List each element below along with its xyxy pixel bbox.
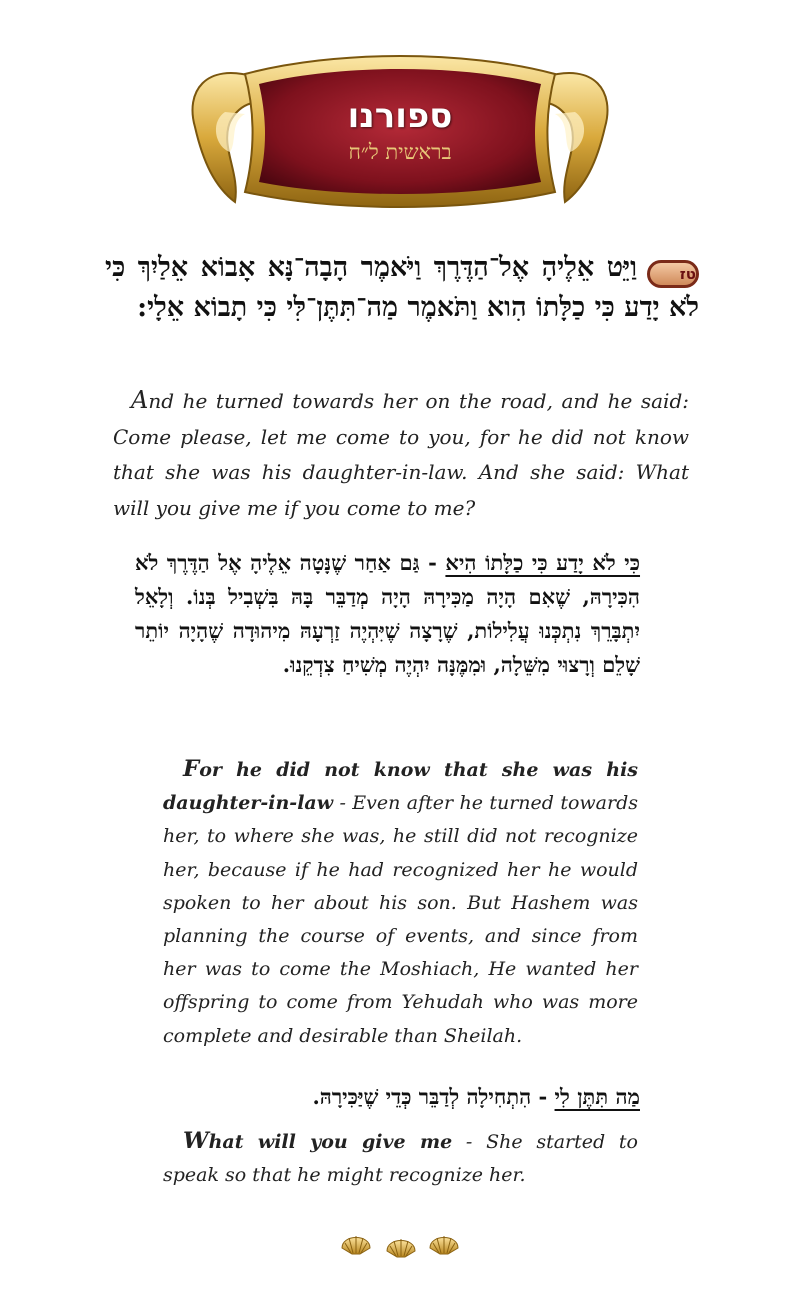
verse-number-badge: טז xyxy=(647,260,699,288)
commentary-2-english-heading: hat will you give me xyxy=(208,1131,453,1153)
commentary-2-hebrew-text: - הִתְחִילָה לְדַבֵּר כְּדֵי שֶׁיַּכִּירָהּ. xyxy=(312,1084,548,1109)
commentary-1-english-heading: or he did not know that she was his daughter-in-law xyxy=(163,759,638,815)
hebrew-commentary-2 xyxy=(210,1081,640,1113)
shell-icon xyxy=(430,1236,458,1254)
translation-first-letter: A xyxy=(131,386,149,414)
hebrew-verse xyxy=(105,248,699,327)
commentary-1-hebrew-text: - גַּם אַחַר שֶׁנָּטָה אֵלֶיהָ אֶל הַדֶּרֶךְ לֹא הִכִּירָהּ, שֶׁאִם הָיָה מַכִּירָהּ הָיָה מְדַבֵּר בָּהּ בִּשְׁבִיל בְּנוֹ. וְלָאֵל יִתְבָּרֵךְ נִתְכְּנוּ עֲלִילוֹת, שֶׁרָצָה שֶׁיִּהְיֶה זַרְעָהּ מִיהוּדָה שֶׁהָיָה יוֹתֵר שָׁלֵם וְרָצוּי מִשֵּׁלָה, וּמִמֶּנָּה יִהְיֶה מְשִׁיחַ צִדְקֵנוּ. xyxy=(135,550,640,677)
commentary-2-english-text: - She started to speak so that he might recognize her. xyxy=(163,1131,638,1186)
banner-subtitle: בראשית ל״ח xyxy=(348,140,452,164)
hebrew-commentary-1 xyxy=(135,546,640,682)
commentary-1-first-letter: F xyxy=(183,756,200,782)
commentary-2-first-letter: W xyxy=(183,1128,209,1154)
commentary-1-english-text: - Even after he turned towards her, to where she was, he still did not recognize her, because if he had recognized her he would spoken to her about his son. But Hashem was planning the course of events, and since from her was to come the Moshiach, He wanted her offspring to come from Yehudah who was more complete and desirable than Sheilah. xyxy=(163,792,638,1047)
english-commentary-1 xyxy=(163,753,638,1053)
banner-title: ספורנו xyxy=(347,96,453,136)
three-shells-icon xyxy=(340,1226,462,1258)
commentary-2-heading: מַה תִּתֶּן לִי xyxy=(554,1084,640,1109)
verse-text: וַיֵּט אֵלֶיהָ אֶל־הַדֶּרֶךְ וַיֹּאמֶר הָבָה־נָּא אָבוֹא אֵלַיִךְ כִּי לֹא יָדַע כִּי כַלָּתוֹ הִוא וַתֹּאמֶר מַה־תִּתֶּן־לִּי כִּי תָבוֹא אֵלָי: xyxy=(105,252,699,323)
shell-icon xyxy=(387,1239,415,1257)
shell-icon xyxy=(342,1236,370,1254)
translation-text: nd he turned towards her on the road, and he said: Come please, let me come to you, for he did not know that she was his daughter-in-law. And she said: What will you give me if you come to me? xyxy=(113,389,689,520)
english-translation xyxy=(113,383,689,526)
english-commentary-2 xyxy=(163,1125,638,1192)
commentary-1-heading: כִּי לֹא יָדַע כִּי כַלָּתוֹ הִיא xyxy=(445,550,641,575)
